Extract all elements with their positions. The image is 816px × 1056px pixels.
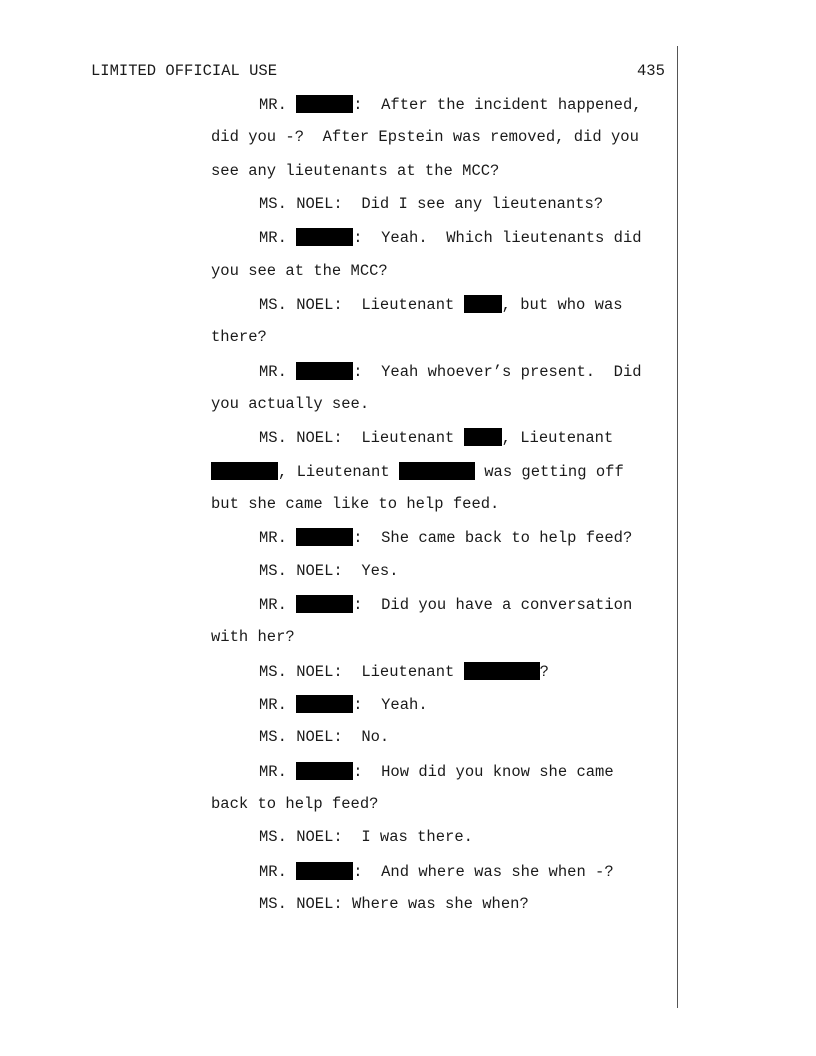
line-text <box>259 228 642 247</box>
line-segment: MS. NOEL: I was there. <box>259 828 473 846</box>
line-segment: MR. <box>259 763 297 781</box>
line-segment: see any lieutenants at the MCC? <box>211 162 500 180</box>
redaction-box <box>211 462 278 480</box>
line-segment: : And where was she when -? <box>353 863 614 881</box>
line-segment: there? <box>211 328 267 346</box>
line-text <box>211 795 378 813</box>
transcript-line <box>0 362 680 384</box>
line-segment: with her? <box>211 628 295 646</box>
line-segment: MS. NOEL: Lieutenant <box>259 429 464 447</box>
redaction-box <box>296 228 353 246</box>
line-segment: : Did you have a conversation <box>353 596 633 614</box>
line-segment: ? <box>539 663 549 681</box>
line-segment: you actually see. <box>211 395 370 413</box>
line-segment: you see at the MCC? <box>211 262 388 280</box>
transcript-line <box>0 462 680 484</box>
line-text <box>259 762 614 781</box>
line-text <box>259 362 642 381</box>
line-segment: , Lieutenant <box>278 463 399 481</box>
transcript-line <box>0 862 680 884</box>
transcript-line <box>0 295 680 317</box>
line-text <box>211 262 388 280</box>
line-segment: MR. <box>259 863 297 881</box>
transcript-line <box>0 262 680 284</box>
line-segment: : How did you know she came <box>353 763 614 781</box>
line-segment: MR. <box>259 363 297 381</box>
line-segment: MS. NOEL: Lieutenant <box>259 296 464 314</box>
line-segment: MS. NOEL: Lieutenant <box>259 663 464 681</box>
line-text <box>211 395 369 413</box>
line-text <box>211 128 639 146</box>
transcript-line <box>0 162 680 184</box>
line-segment: , but who was <box>501 296 623 314</box>
redaction-box <box>296 362 353 380</box>
line-text <box>259 895 529 913</box>
line-segment: MS. NOEL: No. <box>259 728 390 746</box>
line-segment: back to help feed? <box>211 795 379 813</box>
transcript-line <box>0 895 680 917</box>
line-text <box>259 295 623 314</box>
line-text <box>259 562 399 580</box>
redaction-box <box>464 662 540 680</box>
line-segment: MR. <box>259 229 297 247</box>
redaction-box <box>296 528 353 546</box>
line-text <box>211 328 267 346</box>
line-text <box>259 528 632 547</box>
transcript-line <box>0 762 680 784</box>
line-segment: MR. <box>259 96 297 114</box>
line-segment: MS. NOEL: Yes. <box>259 562 399 580</box>
line-segment: MS. NOEL: Where was she when? <box>259 895 529 913</box>
classification-header: LIMITED OFFICIAL USE <box>91 62 278 80</box>
transcript-line <box>0 595 680 617</box>
line-text <box>259 195 603 213</box>
line-text <box>211 628 295 646</box>
transcript-line <box>0 695 680 717</box>
line-segment: : Yeah whoever’s present. Did <box>353 363 642 381</box>
transcript-line <box>0 795 680 817</box>
line-text <box>259 662 549 681</box>
redaction-box <box>399 462 475 480</box>
transcript-line <box>0 328 680 350</box>
line-segment: MS. NOEL: Did I see any lieutenants? <box>259 195 604 213</box>
transcript-line <box>0 395 680 417</box>
line-text <box>259 728 389 746</box>
line-segment: was getting off <box>474 463 624 481</box>
redaction-box <box>464 295 502 313</box>
transcript-line <box>0 828 680 850</box>
line-segment: MR. <box>259 529 297 547</box>
transcript-line <box>0 728 680 750</box>
line-segment: : After the incident happened, <box>353 96 642 114</box>
transcript-line <box>0 495 680 517</box>
line-segment: MR. <box>259 696 297 714</box>
line-text <box>259 828 473 846</box>
transcript-line <box>0 628 680 650</box>
page-number: 435 <box>637 62 665 80</box>
line-segment: but she came like to help feed. <box>211 495 500 513</box>
transcript-line <box>0 562 680 584</box>
transcript-line <box>0 428 680 450</box>
redaction-box <box>296 862 353 880</box>
transcript-line <box>0 195 680 217</box>
transcript-line <box>0 128 680 150</box>
line-segment: , Lieutenant <box>501 429 614 447</box>
transcript-line <box>0 662 680 684</box>
line-text <box>211 462 624 481</box>
line-text <box>259 862 614 881</box>
line-text <box>259 595 632 614</box>
line-text <box>259 95 642 114</box>
redaction-box <box>464 428 502 446</box>
line-segment: : She came back to help feed? <box>353 529 633 547</box>
redaction-box <box>296 695 353 713</box>
line-segment: MR. <box>259 596 297 614</box>
line-text <box>211 495 499 513</box>
line-segment: did you -? After Epstein was removed, did you <box>211 128 639 146</box>
line-segment: : Yeah. <box>353 696 428 714</box>
transcript-line <box>0 228 680 250</box>
redaction-box <box>296 95 353 113</box>
transcript-line <box>0 528 680 550</box>
line-text <box>259 428 613 447</box>
transcript-line <box>0 95 680 117</box>
line-segment: : Yeah. Which lieutenants did <box>353 229 642 247</box>
line-text <box>259 695 428 714</box>
redaction-box <box>296 762 353 780</box>
redaction-box <box>296 595 353 613</box>
line-text <box>211 162 499 180</box>
